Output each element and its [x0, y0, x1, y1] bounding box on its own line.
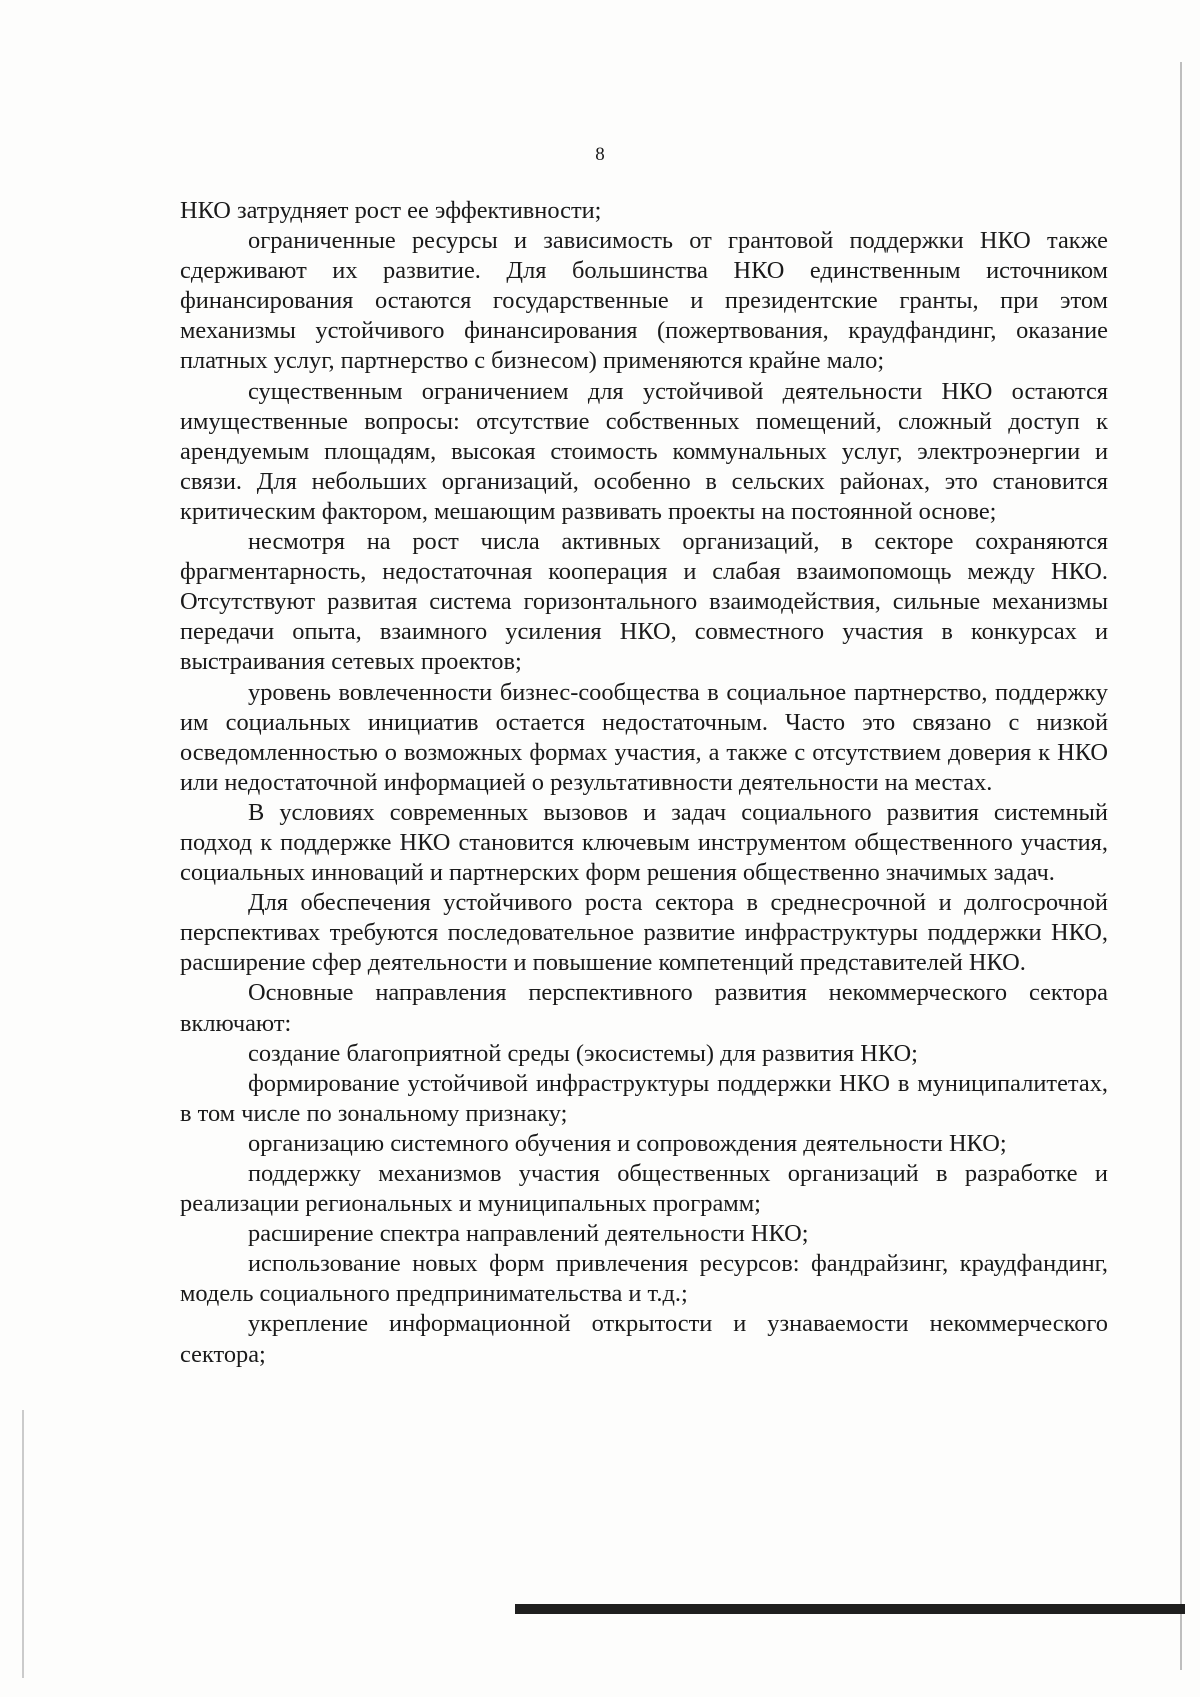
page-number: 8	[595, 144, 605, 165]
paragraph: существенным ограничением для устойчивой деятельности НКО остаются имущественные вопросы: отсутствие собственных помещений, сложный доступ к арендуемым площадям, высокая стоимость коммунальных услуг, электроэнергии и связи. Для небольших организаций, особенно в сельских районах, это становится критическим фактором, мешающим развивать проекты на постоянной основе;	[180, 377, 1108, 525]
paragraph: В условиях современных вызовов и задач социального развития системный подход к поддержке НКО становится ключевым инструментом общественного участия, социальных инноваций и партнерских форм решения общественно значимых задач.	[180, 798, 1108, 887]
document-body	[180, 196, 1108, 1370]
paragraph: уровень вовлеченности бизнес-сообщества в социальное партнерство, поддержку им социальных инициатив остается недостаточным. Часто это связано с низкой осведомленностью о возможных формах участия, а также с отсутствием доверия к НКО или недостаточной информацией о результативности деятельности на местах.	[180, 678, 1108, 796]
scan-bottom-bar	[515, 1604, 1185, 1614]
list-item: расширение спектра направлений деятельности НКО;	[248, 1220, 809, 1248]
paragraph: НКО затрудняет рост ее эффективности;	[180, 197, 602, 224]
paragraph: Для обеспечения устойчивого роста сектора в среднесрочной и долгосрочной перспективах требуются последовательное развитие инфраструктуры поддержки НКО, расширение сфер деятельности и повышение компетенций представителей НКО.	[180, 889, 1108, 977]
list-item: формирование устойчивой инфраструктуры поддержки НКО в муниципалитетах, в том числе по зональному признаку;	[180, 1069, 1108, 1127]
scan-edge-right	[1180, 62, 1182, 1670]
list-item: создание благоприятной среды (экосистемы) для развития НКО;	[248, 1039, 918, 1067]
list-item: организацию системного обучения и сопровождения деятельности НКО;	[248, 1129, 1007, 1157]
paragraph: несмотря на рост числа активных организаций, в секторе сохраняются фрагментарность, недостаточная кооперация и слабая взаимопомощь между НКО. Отсутствуют развитая система горизонтального взаимодействия, сильные механизмы передачи опыта, взаимного усиления НКО, совместного участия в конкурсах и выстраивания сетевых проектов;	[180, 528, 1108, 676]
scan-edge-left	[22, 1410, 24, 1678]
paragraph: Основные направления перспективного развития некоммерческого сектора включают:	[180, 979, 1108, 1037]
list-item: укрепление информационной открытости и узнаваемости некоммерческого сектора;	[180, 1310, 1108, 1368]
list-item: поддержку механизмов участия общественных организаций в разработке и реализации региональных и муниципальных программ;	[180, 1160, 1108, 1218]
list-item: использование новых форм привлечения ресурсов: фандрайзинг, краудфандинг, модель социального предпринимательства и т.д.;	[180, 1250, 1108, 1308]
paragraph: ограниченные ресурсы и зависимость от грантовой поддержки НКО также сдерживают их развитие. Для большинства НКО единственным источником финансирования остаются государственные и президентские гранты, при этом механизмы устойчивого финансирования (пожертвования, краудфандинг, оказание платных услуг, партнерство с бизнесом) применяются крайне мало;	[180, 227, 1108, 375]
